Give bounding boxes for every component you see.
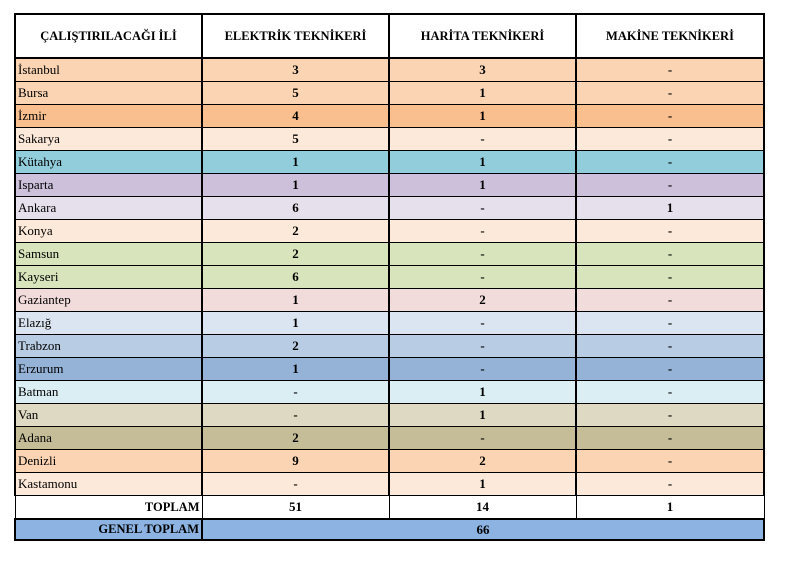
city-cell: İstanbul	[15, 58, 202, 82]
table-row	[15, 197, 764, 220]
makine-cell: -	[576, 82, 764, 105]
makine-cell: -	[576, 450, 764, 473]
table-row	[15, 289, 764, 312]
makine-cell: -	[576, 266, 764, 289]
harita-cell: -	[389, 220, 576, 243]
makine-cell: -	[576, 358, 764, 381]
harita-cell: 3	[389, 58, 576, 82]
elektrik-cell: 1	[202, 358, 389, 381]
table-row	[15, 105, 764, 128]
assignment-table	[14, 13, 765, 541]
makine-cell: 1	[576, 197, 764, 220]
table-row	[15, 473, 764, 496]
harita-cell: -	[389, 335, 576, 358]
harita-cell: 2	[389, 289, 576, 312]
elektrik-cell: 5	[202, 128, 389, 151]
makine-cell: -	[576, 335, 764, 358]
table-row	[15, 450, 764, 473]
header-harita: HARİTA TEKNİKERİ	[389, 14, 576, 58]
table-row	[15, 335, 764, 358]
grand-total-row	[15, 519, 764, 540]
table-row	[15, 427, 764, 450]
city-cell: Kayseri	[15, 266, 202, 289]
elektrik-cell: 9	[202, 450, 389, 473]
elektrik-cell: 2	[202, 243, 389, 266]
total-row	[15, 496, 764, 520]
city-cell: Sakarya	[15, 128, 202, 151]
table-row	[15, 82, 764, 105]
harita-cell: 1	[389, 174, 576, 197]
header-elektrik: ELEKTRİK TEKNİKERİ	[202, 14, 389, 58]
elektrik-cell: 2	[202, 335, 389, 358]
table-row	[15, 220, 764, 243]
city-cell: Samsun	[15, 243, 202, 266]
harita-cell: -	[389, 128, 576, 151]
makine-cell: -	[576, 289, 764, 312]
table-row	[15, 128, 764, 151]
elektrik-cell: 1	[202, 174, 389, 197]
makine-cell: -	[576, 58, 764, 82]
harita-cell: -	[389, 243, 576, 266]
elektrik-cell: -	[202, 404, 389, 427]
total-harita: 14	[389, 496, 576, 520]
elektrik-cell: -	[202, 473, 389, 496]
city-cell: Bursa	[15, 82, 202, 105]
city-cell: Batman	[15, 381, 202, 404]
table-row	[15, 266, 764, 289]
city-cell: Kütahya	[15, 151, 202, 174]
makine-cell: -	[576, 473, 764, 496]
city-cell: İzmir	[15, 105, 202, 128]
assignment-table-container	[14, 13, 765, 541]
header-row	[15, 14, 764, 58]
header-city: ÇALIŞTIRILACAĞI İLİ	[15, 14, 202, 58]
city-cell: Konya	[15, 220, 202, 243]
city-cell: Adana	[15, 427, 202, 450]
harita-cell: -	[389, 266, 576, 289]
harita-cell: 1	[389, 151, 576, 174]
total-makine: 1	[576, 496, 764, 520]
elektrik-cell: 1	[202, 289, 389, 312]
elektrik-cell: 5	[202, 82, 389, 105]
table-row	[15, 174, 764, 197]
city-cell: Elazığ	[15, 312, 202, 335]
grand-total-value: 66	[202, 519, 764, 540]
elektrik-cell: 2	[202, 427, 389, 450]
harita-cell: 1	[389, 473, 576, 496]
harita-cell: 1	[389, 105, 576, 128]
table-row	[15, 151, 764, 174]
table-row	[15, 358, 764, 381]
elektrik-cell: 2	[202, 220, 389, 243]
elektrik-cell: 1	[202, 312, 389, 335]
makine-cell: -	[576, 151, 764, 174]
makine-cell: -	[576, 243, 764, 266]
grand-total-label: GENEL TOPLAM	[15, 519, 202, 540]
harita-cell: -	[389, 427, 576, 450]
city-cell: Denizli	[15, 450, 202, 473]
city-cell: Erzurum	[15, 358, 202, 381]
makine-cell: -	[576, 220, 764, 243]
makine-cell: -	[576, 312, 764, 335]
harita-cell: -	[389, 312, 576, 335]
makine-cell: -	[576, 381, 764, 404]
elektrik-cell: -	[202, 381, 389, 404]
harita-cell: 1	[389, 381, 576, 404]
table-row	[15, 381, 764, 404]
makine-cell: -	[576, 105, 764, 128]
header-makine: MAKİNE TEKNİKERİ	[576, 14, 764, 58]
city-cell: Ankara	[15, 197, 202, 220]
makine-cell: -	[576, 404, 764, 427]
table-row	[15, 58, 764, 82]
city-cell: Trabzon	[15, 335, 202, 358]
elektrik-cell: 4	[202, 105, 389, 128]
city-cell: Gaziantep	[15, 289, 202, 312]
city-cell: Kastamonu	[15, 473, 202, 496]
makine-cell: -	[576, 128, 764, 151]
elektrik-cell: 6	[202, 197, 389, 220]
harita-cell: 1	[389, 82, 576, 105]
table-row	[15, 404, 764, 427]
total-elektrik: 51	[202, 496, 389, 520]
harita-cell: -	[389, 358, 576, 381]
harita-cell: 1	[389, 404, 576, 427]
table-row	[15, 312, 764, 335]
table-body	[15, 58, 764, 496]
harita-cell: 2	[389, 450, 576, 473]
elektrik-cell: 1	[202, 151, 389, 174]
table-row	[15, 243, 764, 266]
harita-cell: -	[389, 197, 576, 220]
total-label: TOPLAM	[15, 496, 202, 520]
city-cell: Van	[15, 404, 202, 427]
makine-cell: -	[576, 174, 764, 197]
city-cell: Isparta	[15, 174, 202, 197]
elektrik-cell: 3	[202, 58, 389, 82]
makine-cell: -	[576, 427, 764, 450]
elektrik-cell: 6	[202, 266, 389, 289]
